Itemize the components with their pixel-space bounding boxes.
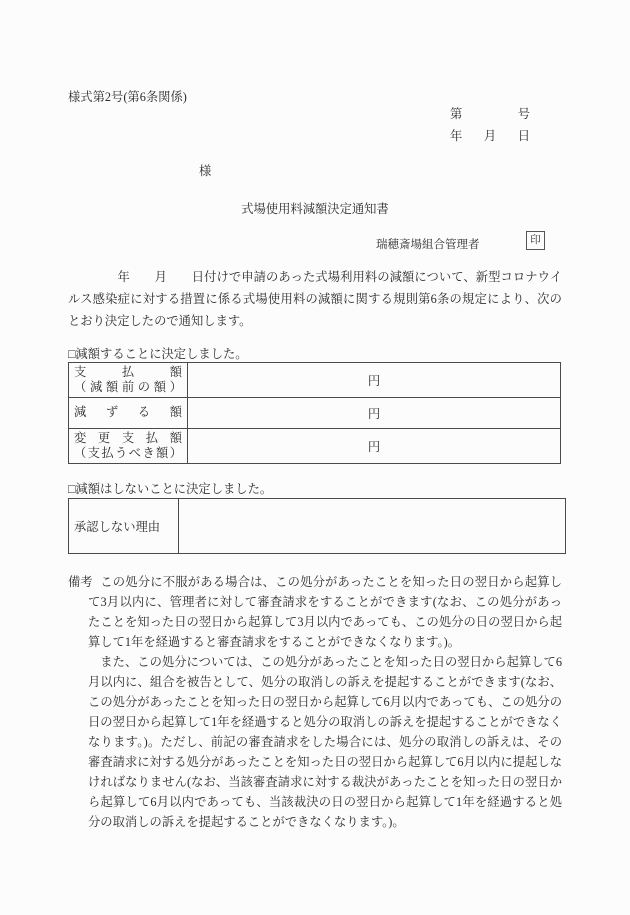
rejection-reason-table <box>68 498 566 554</box>
rejection-reason-label-cell <box>69 499 179 554</box>
rejection-reason-row <box>69 499 566 554</box>
payment-amount-label: 支払額 <box>74 364 182 379</box>
changed-payment-value-cell <box>188 429 561 464</box>
reduction-amount-label: 減ずる額 <box>74 405 182 420</box>
document-title: 式場使用料減額決定通知書 <box>241 202 389 216</box>
date-line <box>450 126 530 144</box>
body-paragraph: 年 月 日付けで申請のあった式場利用料の減額について、新型コロナウイルス感染症に対する措置に係る式場使用料の減額に関する規則第6条の規定により、次のとおり決定したので通知します。 <box>68 270 562 328</box>
changed-payment-row <box>69 429 561 464</box>
seal-box <box>526 231 545 250</box>
rejection-reason-value-cell <box>179 499 566 554</box>
yen-unit-label: 円 <box>367 374 381 388</box>
fee-table <box>68 362 561 464</box>
doc-number-suffix: 号 <box>517 107 530 121</box>
date-year-label: 年 <box>450 129 463 143</box>
addressee-honorific: 様 <box>199 164 212 178</box>
seal-label: 印 <box>530 235 541 246</box>
yen-unit-label: 円 <box>367 407 381 421</box>
yen-unit-label: 円 <box>367 440 381 454</box>
payment-amount-value-cell <box>188 363 561 398</box>
form-number: 様式第2号(第6条関係) <box>68 90 187 104</box>
payment-amount-row <box>69 363 561 398</box>
remarks-paragraph-appeal: この処分に不服がある場合は、この処分があったことを知った日の翌日から起算して3月以内に、管理者に対して審査請求をすることができます(なお、この処分があったことを知った日の翌日から起算して3月以内であっても、この処分の日の翌日から起算して1年を経過すると審査請求をすることができなくなります。)。 <box>88 575 562 649</box>
doc-number-line <box>450 104 530 122</box>
remarks-paragraph-lawsuit: また、この処分については、この処分があったことを知った日の翌日から起算して6月以内に、組合を被告として、処分の取消しの訴えを提起することができます(なお、この処分があったことを知った日の翌日から起算して6月以内であっても、この処分の日の翌日から起算して1年を経過すると処分の取消しの訴えを提起することができなくなります。)。ただし、前記の審査請求をした場合には、処分の取消しの訴えは、その審査請求に対する処分があったことを知った日の翌日から起算して6月以内に提起しなければなりません(なお、当該審査請求に対する裁決があったことを知った日の翌日から起算して6月以内であっても、当該裁決の日の翌日から起算して1年を経過すると処分の取消しの訴えを提起することができなくなります。)。 <box>88 655 562 829</box>
changed-payment-label: 変更支払額 <box>74 430 182 445</box>
payment-amount-sublabel: （減額前の額） <box>74 380 182 394</box>
remarks-section <box>68 572 562 832</box>
reduction-amount-value-cell <box>188 398 561 429</box>
payment-amount-label-cell <box>69 363 188 398</box>
rejection-reason-label: 承認しない理由 <box>74 520 161 534</box>
date-day-label: 日 <box>517 129 530 143</box>
changed-payment-label-cell <box>69 429 188 464</box>
changed-payment-sublabel: （支払うべき額） <box>74 446 182 460</box>
issuer-name: 瑞穂斎場組合管理者 <box>376 239 480 251</box>
doc-number-prefix: 第 <box>450 107 463 121</box>
reduction-amount-row <box>69 398 561 429</box>
remarks-label: 備考 <box>68 575 93 589</box>
remarks-text <box>88 572 562 832</box>
approve-checkbox-line: □減額することに決定しました。 <box>68 347 248 361</box>
date-month-label: 月 <box>483 129 497 143</box>
reduction-amount-label-cell <box>69 398 188 429</box>
reject-checkbox-line: □減額はしないことに決定しました。 <box>68 482 273 496</box>
